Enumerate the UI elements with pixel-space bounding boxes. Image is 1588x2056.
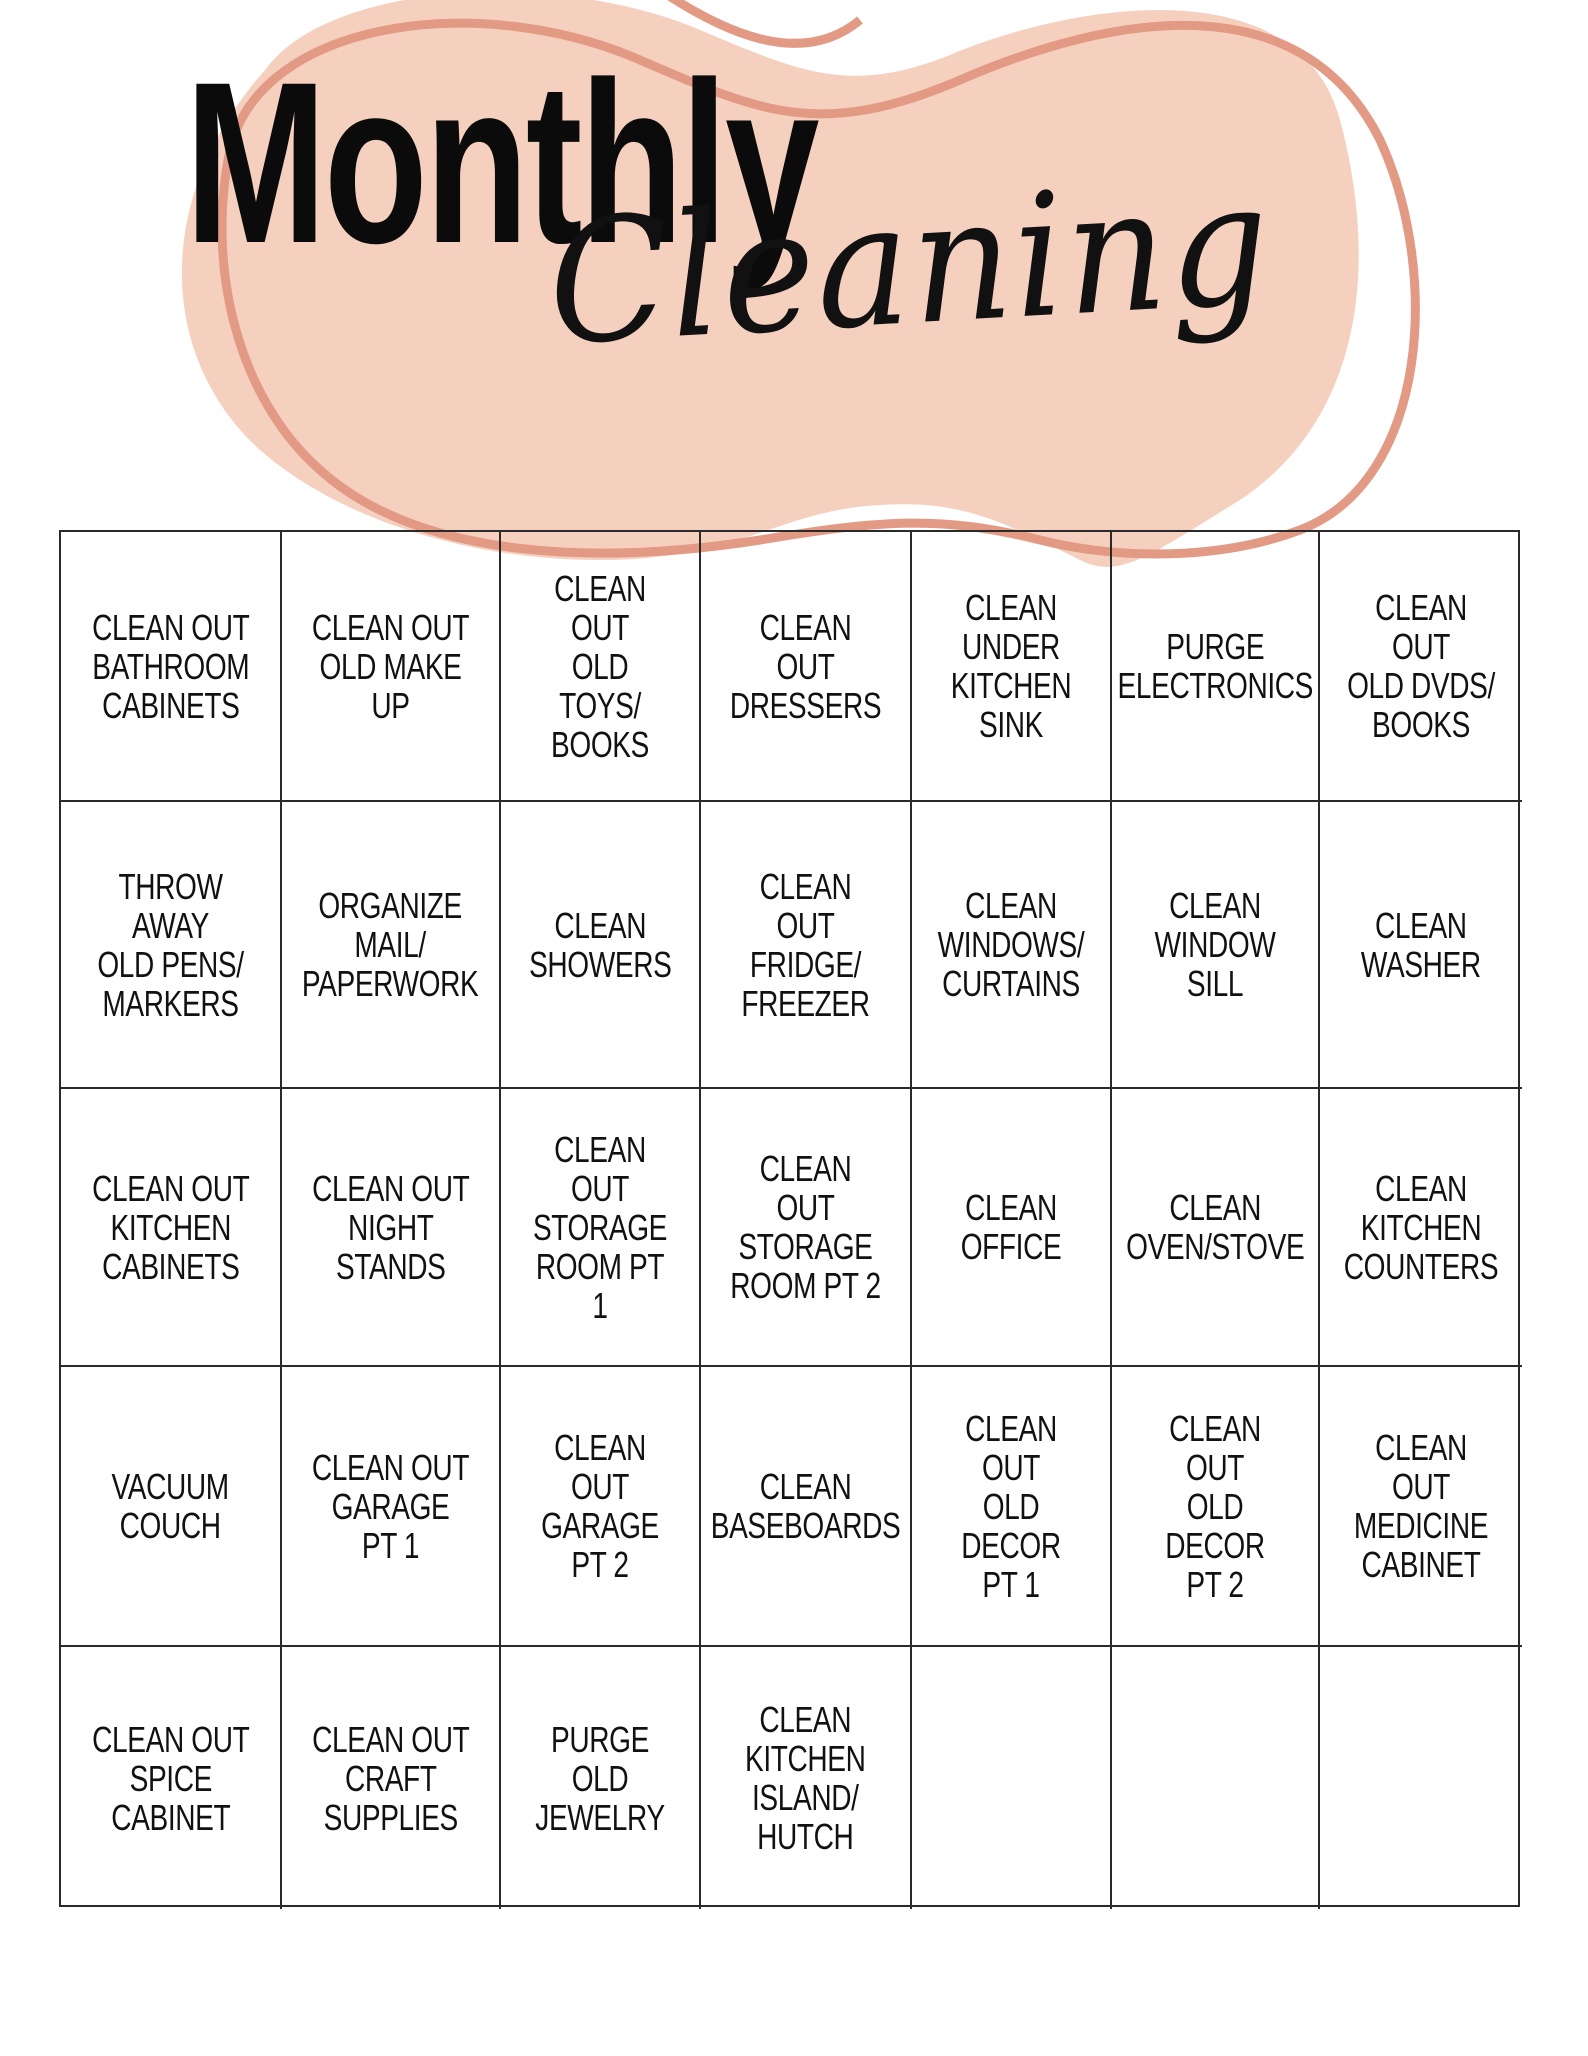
task-cell bbox=[501, 1647, 701, 1909]
task-label: CLEAN OUT SPICE CABINET bbox=[91, 1718, 250, 1838]
task-cell bbox=[61, 1367, 282, 1647]
task-label: CLEAN OUT GARAGE PT 2 bbox=[541, 1427, 659, 1585]
task-cell bbox=[912, 1367, 1112, 1647]
task-cell bbox=[912, 1647, 1112, 1909]
task-cell bbox=[501, 1089, 701, 1367]
title-monthly: Monthly bbox=[185, 34, 817, 291]
task-label: CLEAN OUT GARAGE PT 1 bbox=[311, 1446, 470, 1566]
task-cell bbox=[282, 1367, 501, 1647]
task-label: CLEAN OVEN/STOVE bbox=[1125, 1187, 1305, 1267]
task-cell bbox=[1112, 1647, 1320, 1909]
task-label: CLEAN OUT OLD DVDS/ BOOKS bbox=[1347, 587, 1495, 745]
task-label: CLEAN KITCHEN COUNTERS bbox=[1343, 1167, 1499, 1287]
task-label: CLEAN OUT KITCHEN CABINETS bbox=[91, 1167, 250, 1287]
task-label: CLEAN OUT OLD TOYS/ BOOKS bbox=[551, 567, 649, 765]
task-label: CLEAN OUT MEDICINE CABINET bbox=[1353, 1427, 1489, 1585]
task-cell bbox=[912, 802, 1112, 1089]
task-cell bbox=[1320, 802, 1522, 1089]
task-label: CLEAN OUT STORAGE ROOM PT 2 bbox=[730, 1148, 881, 1306]
task-cell bbox=[282, 1647, 501, 1909]
task-label: CLEAN KITCHEN ISLAND/ HUTCH bbox=[745, 1699, 866, 1857]
task-label: CLEAN OUT FRIDGE/ FREEZER bbox=[741, 865, 870, 1024]
task-label: PURGE ELECTRONICS bbox=[1117, 626, 1313, 706]
task-cell bbox=[1112, 1089, 1320, 1367]
cleaning-task-grid bbox=[59, 530, 1520, 1907]
task-label: CLEAN OUT NIGHT STANDS bbox=[311, 1167, 470, 1287]
task-label: CLEAN OUT CRAFT SUPPLIES bbox=[311, 1718, 470, 1838]
task-cell bbox=[1320, 1647, 1522, 1909]
task-cell bbox=[61, 532, 282, 802]
task-label: CLEAN SHOWERS bbox=[528, 904, 672, 985]
task-cell bbox=[701, 1089, 912, 1367]
task-cell bbox=[61, 1647, 282, 1909]
task-label: CLEAN WINDOWS/ CURTAINS bbox=[937, 885, 1085, 1004]
task-cell bbox=[501, 1367, 701, 1647]
task-label: CLEAN OFFICE bbox=[960, 1187, 1062, 1267]
task-label: ORGANIZE MAIL/ PAPERWORK bbox=[302, 885, 479, 1004]
task-label: CLEAN OUT OLD MAKE UP bbox=[311, 606, 470, 726]
task-cell bbox=[282, 532, 501, 802]
task-cell bbox=[1320, 1089, 1522, 1367]
task-label: CLEAN BASEBOARDS bbox=[710, 1466, 901, 1546]
task-cell bbox=[61, 802, 282, 1089]
task-cell bbox=[912, 1089, 1112, 1367]
task-label: CLEAN WASHER bbox=[1361, 904, 1481, 985]
title-cleaning: Cleaning bbox=[544, 144, 1275, 384]
task-cell bbox=[282, 802, 501, 1089]
task-cell bbox=[501, 532, 701, 802]
task-cell bbox=[1112, 532, 1320, 802]
task-label: CLEAN OUT OLD DECOR PT 1 bbox=[961, 1407, 1061, 1605]
task-label: CLEAN OUT BATHROOM CABINETS bbox=[91, 606, 250, 726]
task-cell bbox=[1112, 1367, 1320, 1647]
task-label: THROW AWAY OLD PENS/ MARKERS bbox=[97, 865, 244, 1024]
task-label: VACUUM COUCH bbox=[111, 1466, 230, 1546]
task-cell bbox=[701, 1647, 912, 1909]
task-cell bbox=[701, 532, 912, 802]
task-label: CLEAN OUT DRESSERS bbox=[729, 606, 882, 726]
task-label: CLEAN OUT STORAGE ROOM PT 1 bbox=[532, 1128, 668, 1326]
task-cell bbox=[1320, 532, 1522, 802]
task-label: CLEAN UNDER KITCHEN SINK bbox=[950, 587, 1072, 745]
task-cell bbox=[912, 532, 1112, 802]
task-cell bbox=[282, 1089, 501, 1367]
task-cell bbox=[1112, 802, 1320, 1089]
task-cell bbox=[1320, 1367, 1522, 1647]
task-label: CLEAN WINDOW SILL bbox=[1154, 885, 1276, 1004]
task-cell bbox=[501, 802, 701, 1089]
task-label: CLEAN OUT OLD DECOR PT 2 bbox=[1165, 1407, 1265, 1605]
task-label: PURGE OLD JEWELRY bbox=[535, 1718, 665, 1838]
task-cell bbox=[701, 802, 912, 1089]
task-cell bbox=[701, 1367, 912, 1647]
task-cell bbox=[61, 1089, 282, 1367]
